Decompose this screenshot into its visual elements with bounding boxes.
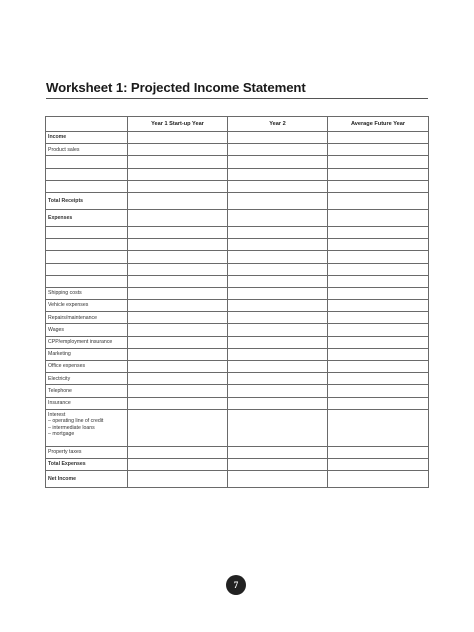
cell-input[interactable] [228,263,328,275]
cell-input[interactable] [328,180,429,192]
page-number-badge: 7 [226,575,246,595]
row-label-wages: Wages [46,324,128,336]
row-label-total-receipts: Total Receipts [46,192,128,209]
cell-input[interactable] [228,144,328,156]
cell-input[interactable] [328,348,429,360]
cell-input[interactable] [328,168,429,180]
row-label-income: Income [46,132,128,144]
cell-input[interactable] [228,397,328,409]
row-label-total-expenses: Total Expenses [46,458,128,470]
cell-input[interactable] [328,385,429,397]
row-label-blank [46,251,128,263]
row-label-property-taxes: Property taxes [46,446,128,458]
table-row [46,385,429,397]
cell-input[interactable] [128,385,228,397]
cell-input[interactable] [228,471,328,488]
cell-input[interactable] [228,336,328,348]
cell-input[interactable] [228,209,328,226]
row-label-shipping-costs: Shipping costs [46,287,128,299]
table-row [46,409,429,446]
header-year1: Year 1 Start-up Year [128,117,228,132]
header-average-future-year: Average Future Year [328,117,429,132]
cell-input[interactable] [128,168,228,180]
interest-mortgage-label: – mortgage [48,431,75,438]
row-label-blank [46,226,128,238]
cell-input[interactable] [228,324,328,336]
cell-input[interactable] [328,275,429,287]
cell-input[interactable] [228,275,328,287]
table-row [46,192,429,209]
cell-input[interactable] [128,312,228,324]
cell-input[interactable] [328,132,429,144]
cell-input[interactable] [228,373,328,385]
row-label-marketing: Marketing [46,348,128,360]
table-row [46,156,429,168]
table-row [46,263,429,275]
cell-input[interactable] [128,180,228,192]
row-label-repairs-maintenance: Repairs/maintenance [46,312,128,324]
table-row [46,180,429,192]
cell-input[interactable] [128,192,228,209]
header-row [46,117,429,132]
cell-input[interactable] [328,409,429,446]
table-row [46,275,429,287]
table-row [46,361,429,373]
row-label-blank [46,156,128,168]
table-row [46,324,429,336]
cell-input[interactable] [328,156,429,168]
cell-input[interactable] [128,300,228,312]
table-row [46,239,429,251]
table-row [46,397,429,409]
row-label-blank [46,168,128,180]
cell-input[interactable] [328,336,429,348]
cell-input[interactable] [228,312,328,324]
table-row [46,300,429,312]
cell-input[interactable] [128,471,228,488]
header-label-col [46,117,128,132]
cell-input[interactable] [328,144,429,156]
cell-input[interactable] [328,226,429,238]
row-label-insurance: Insurance [46,397,128,409]
cell-input[interactable] [128,373,228,385]
cell-input[interactable] [328,263,429,275]
row-label-office-expenses: Office expenses [46,361,128,373]
interest-label: Interest [48,411,66,418]
cell-input[interactable] [328,397,429,409]
cell-input[interactable] [328,251,429,263]
row-label-product-sales: Product sales [46,144,128,156]
cell-input[interactable] [328,209,429,226]
table-row [46,471,429,488]
income-statement-table [45,116,429,488]
cell-input[interactable] [328,300,429,312]
cell-input[interactable] [128,226,228,238]
cell-input[interactable] [228,361,328,373]
cell-input[interactable] [128,239,228,251]
table-row [46,287,429,299]
cell-input[interactable] [128,336,228,348]
table-row [46,458,429,470]
table-row [46,168,429,180]
cell-input[interactable] [228,446,328,458]
table-row [46,446,429,458]
table-row [46,226,429,238]
cell-input[interactable] [128,209,228,226]
header-year2: Year 2 [228,117,328,132]
cell-input[interactable] [328,324,429,336]
cell-input[interactable] [128,446,228,458]
cell-input[interactable] [328,361,429,373]
cell-input[interactable] [228,226,328,238]
table-row [46,373,429,385]
cell-input[interactable] [328,192,429,209]
table-row [46,209,429,226]
row-label-vehicle-expenses: Vehicle expenses [46,300,128,312]
cell-input[interactable] [128,275,228,287]
cell-input[interactable] [228,385,328,397]
row-label-blank [46,275,128,287]
cell-input[interactable] [128,132,228,144]
table-row [46,348,429,360]
worksheet-title: Worksheet 1: Projected Income Statement [46,80,306,95]
cell-input[interactable] [128,251,228,263]
row-label-electricity: Electricity [46,373,128,385]
cell-input[interactable] [228,348,328,360]
cell-input[interactable] [328,312,429,324]
cell-input[interactable] [128,144,228,156]
row-label-telephone: Telephone [46,385,128,397]
cell-input[interactable] [228,192,328,209]
cell-input[interactable] [128,361,228,373]
cell-input[interactable] [228,300,328,312]
cell-input[interactable] [128,156,228,168]
cell-input[interactable] [328,373,429,385]
table-row [46,132,429,144]
table-row [46,251,429,263]
cell-input[interactable] [328,287,429,299]
row-label-net-income: Net Income [46,471,128,488]
cell-input[interactable] [228,168,328,180]
row-label-interest [46,409,128,446]
cell-input[interactable] [128,324,228,336]
row-label-expenses: Expenses [46,209,128,226]
cell-input[interactable] [128,263,228,275]
cell-input[interactable] [328,446,429,458]
interest-intermediate-loans-label: – intermediate loans [48,424,95,431]
cell-input[interactable] [228,287,328,299]
cell-input[interactable] [128,287,228,299]
cell-input[interactable] [228,251,328,263]
row-label-cpp-employment-insurance: CPP/employment insurance [46,336,128,348]
cell-input[interactable] [128,409,228,446]
cell-input[interactable] [328,239,429,251]
cell-input[interactable] [128,348,228,360]
cell-input[interactable] [228,132,328,144]
interest-operating-line-label: – operating line of credit [48,418,104,425]
title-divider [46,98,428,99]
table-row [46,312,429,324]
cell-input[interactable] [328,458,429,470]
cell-input[interactable] [228,409,328,446]
table-row [46,336,429,348]
cell-input[interactable] [128,397,228,409]
cell-input[interactable] [228,458,328,470]
table-row [46,144,429,156]
cell-input[interactable] [228,180,328,192]
row-label-blank [46,239,128,251]
cell-input[interactable] [228,239,328,251]
row-label-blank [46,180,128,192]
cell-input[interactable] [328,471,429,488]
cell-input[interactable] [228,156,328,168]
row-label-blank [46,263,128,275]
cell-input[interactable] [128,458,228,470]
